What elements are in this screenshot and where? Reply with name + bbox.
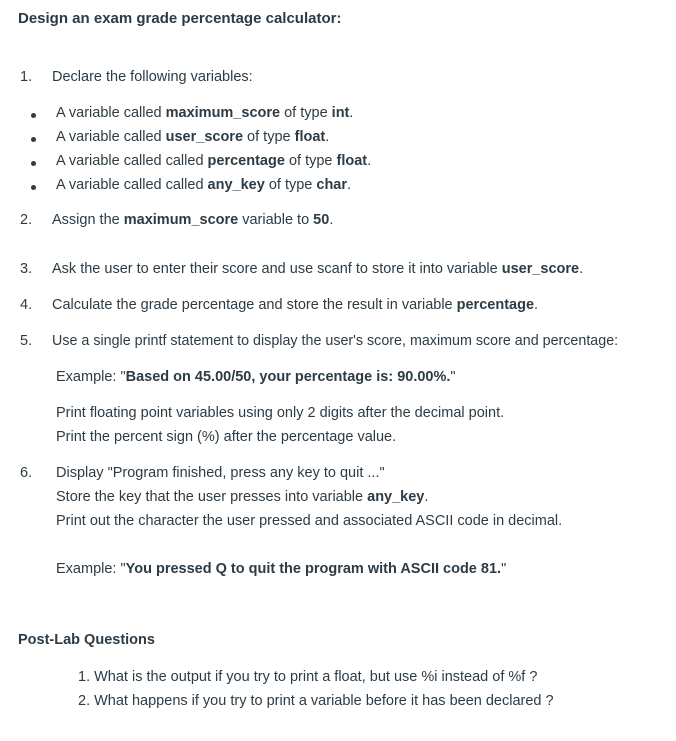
step-text: Ask the user to enter their score and use scanf to store it into variable user_score. [52,261,584,277]
step-number: 6. [20,465,33,481]
step-text: Store the key that the user presses into variable any_key. [56,489,429,505]
post-lab-question: 2. What happens if you try to print a variable before it has been declared ? [78,693,554,709]
step-text: Declare the following variables: [52,69,253,85]
step-number: 2. [20,212,33,228]
step-number: 5. [20,333,33,349]
bullet-item: A variable called maximum_score of type int. [56,105,354,121]
bullet-item: A variable called called percentage of type float. [56,153,372,169]
step-number: 4. [20,297,33,313]
step-number: 1. [20,69,33,85]
bullet-dot [31,185,36,190]
bullet-dot [31,113,36,118]
bullet-dot [31,137,36,142]
step-text: Print out the character the user pressed and associated ASCII code in decimal. [56,513,563,529]
step-text: Use a single printf statement to display the user's score, maximum score and percentage: [52,333,619,349]
step-text: Display "Program finished, press any key to quit ..." [56,465,385,481]
step-text: Calculate the grade percentage and store the result in variable percentage. [52,297,539,313]
page-title: Design an exam grade percentage calculator: [18,10,342,27]
post-lab-title: Post-Lab Questions [18,632,155,648]
step-text: Assign the maximum_score variable to 50. [52,212,334,228]
note-text: Print the percent sign (%) after the percentage value. [56,429,397,445]
post-lab-question: 1. What is the output if you try to print a float, but use %i instead of %f ? [78,669,538,685]
bullet-item: A variable called called any_key of type char. [56,177,352,193]
note-text: Print floating point variables using only 2 digits after the decimal point. [56,405,505,421]
step-number: 3. [20,261,33,277]
bullet-item: A variable called user_score of type float. [56,129,330,145]
example-text: Example: "Based on 45.00/50, your percentage is: 90.00%." [56,369,456,385]
example-text: Example: "You pressed Q to quit the program with ASCII code 81." [56,561,507,577]
bullet-dot [31,161,36,166]
